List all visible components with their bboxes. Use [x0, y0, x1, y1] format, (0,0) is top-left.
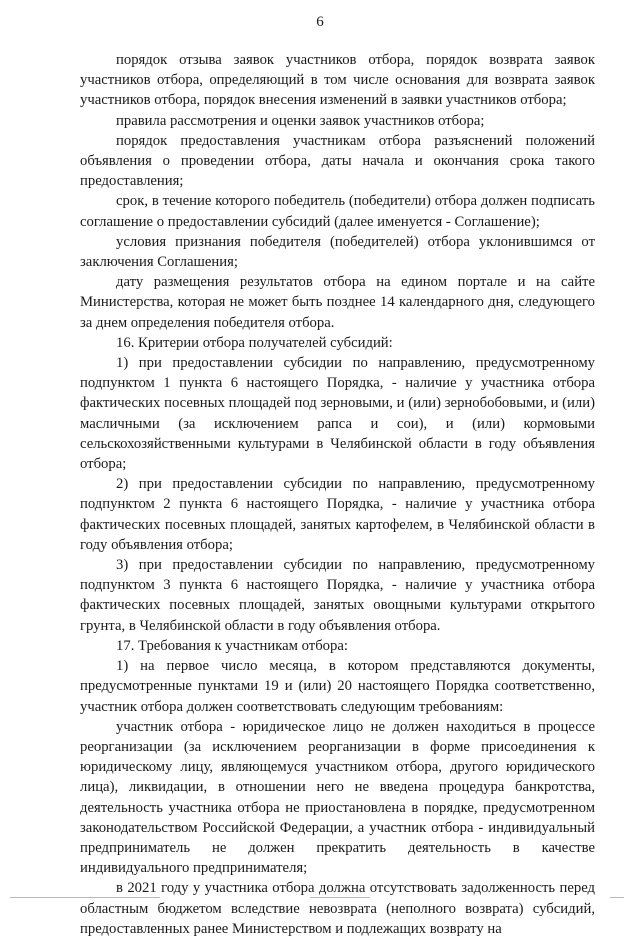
paragraph: 3) при предоставлении субсидии по направлению, предусмотренному подпунктом 3 пункта 6 настоящего Порядка, - наличие у участника отбора фактических посевных площадей, занятых овощными культурами открытого грунта, в Челябинской области в году объявления отбора. [80, 557, 595, 634]
paragraph: в 2021 году у участника отбора должна отсутствовать задолженность перед областным бюджетом вследствие невозврата (неполного возврата) субсидий, предоставленных ранее Министерством и подлежащих возврату на [80, 880, 595, 937]
paragraph: участник отбора - юридическое лицо не должен находиться в процессе реорганизации (за исключением реорганизации в форме присоединения к юридическому лицу, являющемуся участником отбора, другого юридического лица), ликвидации, в отношении него не введена процедура банкротства, деятельность участника отбора не приостановлена в порядке, предусмотренном законодательством Российской Федерации, а участник отбора - индивидуальный предприниматель не должен прекратить деятельность в качестве индивидуального предпринимателя; [80, 718, 595, 877]
page-number: 6 [316, 14, 324, 30]
paragraph: условия признания победителя (победителей) отбора уклонившимся от заключения Соглашения; [80, 233, 595, 271]
scan-mark [310, 897, 370, 898]
paragraph: порядок отзыва заявок участников отбора, порядок возврата заявок участников отбора, определяющий в том числе основания для возврата заявок участников отбора, порядок внесения изменений в заявки участников отбора; [80, 52, 595, 109]
section-heading: 17. Требования к участникам отбора: [116, 637, 348, 654]
paragraph: правила рассмотрения и оценки заявок участников отбора; [116, 112, 485, 129]
paragraph: порядок предоставления участникам отбора разъяснений положений объявления о проведении отбора, даты начала и окончания срока такого предоставления; [80, 132, 595, 190]
paragraph: 2) при предоставлении субсидии по направлению, предусмотренному подпунктом 2 пункта 6 настоящего Порядка, - наличие у участника отбора фактических посевных площадей, занятых картофелем, в Челябинской области в году объявления отбора; [80, 476, 595, 553]
scan-mark [610, 897, 624, 898]
paragraph: 1) при предоставлении субсидии по направлению, предусмотренному подпунктом 1 пункта 6 настоящего Порядка, - наличие у участника отбора фактических посевных площадей под зерновыми, и (или) зернобобовыми, и (или) масличными (за исключением рапса и сои), и (или) кормовыми сельскохозяйственными культурами в Челябинской области в году объявления отбора; [80, 355, 595, 473]
paragraph: срок, в течение которого победитель (победители) отбора должен подписать соглашение о предоставлении субсидий (далее именуется - Соглашение); [80, 193, 595, 230]
paragraph: дату размещения результатов отбора на едином портале и на сайте Министерства, которая не может быть позднее 14 календарного дня, следующего за днем определения победителя отбора. [80, 274, 595, 331]
scan-mark [10, 897, 160, 898]
scan-edge-marks [10, 897, 630, 901]
document-body [80, 50, 595, 939]
section-heading: 16. Критерии отбора получателей субсидий: [116, 334, 393, 351]
paragraph: 1) на первое число месяца, в котором представляются документы, предусмотренные пунктами 19 и (или) 20 настоящего Порядка соответственно, участник отбора должен соответствовать следующим требованиям: [80, 658, 595, 715]
